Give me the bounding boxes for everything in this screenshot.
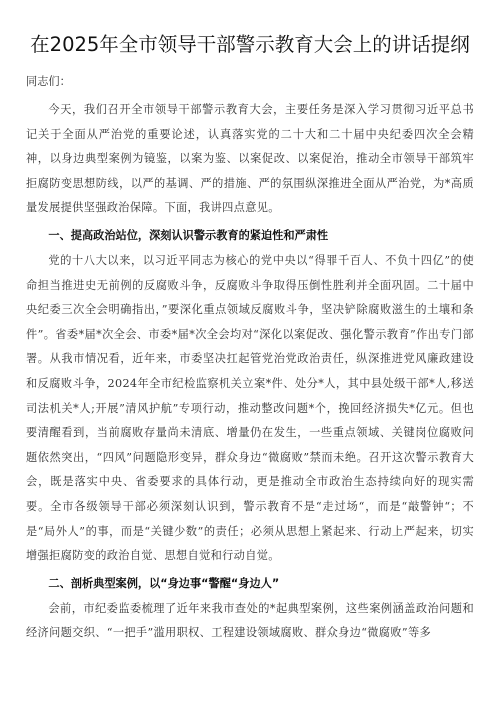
salutation: 同志们： (26, 75, 71, 88)
section-2-heading: 二、剖析典型案例，以“身边事“警醒“身边人” (48, 576, 280, 590)
intro-paragraph: 今天，我们召开全市领导干部警示教育大会，主要任务是深入学习贯彻习近平总书记关于全面从严治党的重要论述，认真落实党的二十大和二十届中央纪委四次全会精神，以身边典型案例为镜鉴，以案为鉴、以案促改、以案促治，推动全市领导干部筑牢拒腐防变思想防线，以严的基调、严的措施、严的氛围纵深推进全面从严治党，为*高质量发展提供坚强政治保障。下面，我讲四点意见。 (26, 103, 474, 215)
section-2-paragraph: 会前，市纪委监委梳理了近年来我市查处的*起典型案例，这些案例涵盖政治问题和经济问题交织、“一把手”滥用职权、工程建设领域腐败、群众身边“微腐败”等多 (26, 601, 474, 640)
section-1-paragraph: 党的十八大以来，以习近平同志为核心的党中央以“得罪千百人、不负十四亿”的使命担当推进史无前例的反腐败斗争，反腐败斗争取得压倒性胜利并全面巩固。二十届中央纪委三次全会明确指出，”要深化重点领域反腐败斗争，坚决铲除腐败滋生的土壤和条件”。省委*届*次全会、市委*届*次全会均对“深化以案促改、强化警示教育”作出专门部署。从我市情况看，近年来，市委坚决扛起管党治党政治责任，纵深推进党风廉政建设和反腐败斗争，2024年全市纪检监察机关立案*件、处分*人，其中县处级干部*人,移送司法机关*人;开展”清风护航”专项行动，推动整改问题*个，挽回经济损失*亿元。但也要清醒看到，当前腐败存量尚未清底、增量仍在发生，一些重点领域、关键岗位腐败问题依然突出，“四风”问题隐形变异，群众身边“微腐败”禁而未绝。召开这次警示教育大会，既是落实中央、省委要求的具体行动，更是推动全市政治生态持续向好的现实需要。全市各级领导干部必须深刻认识到，警示教育不是“走过场“，而是“敲警钟“；不是“局外人”的事，而是“关键少数”的责任；必须从思想上紧起来、行动上严起来，切实增强拒腐防变的政治自觉、思想自觉和行动自觉。 (26, 253, 474, 563)
document-title: 在2025年全市领导干部警示教育大会上的讲话提纲 (30, 33, 470, 56)
section-1-heading: 一、提高政治站位，深刻认识警示教育的紧迫性和严肃性 (48, 228, 329, 242)
